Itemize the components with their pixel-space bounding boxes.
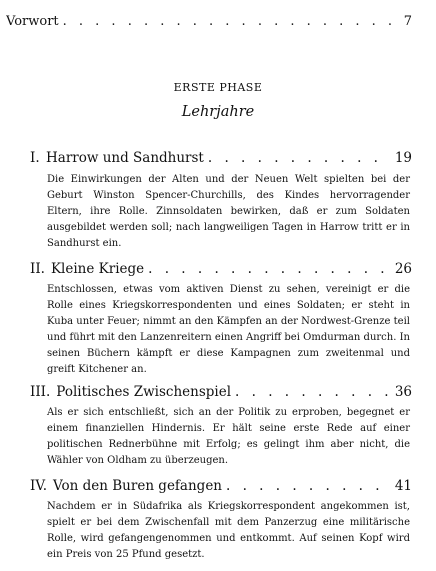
chapter-summary-2: Entschlossen, etwas vom aktiven Dienst zu sehen, vereinigt er die Rolle eines Kriegskorrespondenten und eines Soldaten; er steht in Kuba unter Feuer; nimmt an den Kämpfen an der Nordwest-Grenze teil und führt mit den Lanzenreitern einen Angriff bei Omdurman durch. In seinen Büchern kämpft er diese Kampagnen zum zweitenmal und greift Kitchener an.	[47, 284, 410, 375]
chapter-heading-1	[30, 150, 412, 166]
chapter-summary-3: Als er sich entschließt, sich an der Politik zu erproben, begegnet er einem finanziellen Hindernis. Er hält seine erste Rede auf einer politischen Rednerbühne mit Erfolg; es gelingt ihm aber nicht, die Wähler von Oldham zu überzeugen.	[47, 407, 410, 466]
leader-dots	[208, 150, 391, 166]
chapter-number: III.	[30, 384, 51, 400]
chapter-summary-4: Nachdem er in Südafrika als Kriegskorrespondent angekommen ist, spielt er bei dem Zwischenfall mit dem Panzerzug eine militärische Rolle, wird gefangengenommen und entkommt. Auf seinen Kopf wird ein Preis von 25 Pfund gesetzt.	[47, 501, 410, 560]
chapter-summary-1: Die Einwirkungen der Alten und der Neuen Welt spielten bei der Geburt Winston Spencer-Churchills, des Kindes hervorragender Eltern, ihre Rolle. Zinnsoldaten bewirken, daß er zum Soldaten ausgebildet werden soll; nach langweiligen Tagen in Harrow tritt er in Sandhurst ein.	[47, 174, 410, 249]
chapter-page: 36	[394, 384, 412, 400]
chapter-number: I.	[30, 150, 40, 166]
chapter-title: Politisches Zwischenspiel	[56, 384, 232, 400]
chapter-number: II.	[30, 261, 45, 277]
chapter-number: IV.	[30, 478, 48, 494]
chapter-heading-2	[30, 261, 412, 277]
toc-entry-vorwort	[6, 14, 412, 29]
leader-dots	[148, 261, 391, 277]
chapter-title: Kleine Kriege	[50, 261, 145, 277]
phase-subtitle: Lehrjahre	[181, 104, 255, 120]
leader-dots	[235, 384, 391, 400]
toc-entry-title: Vorwort	[6, 14, 59, 29]
chapter-title: Von den Buren gefangen	[53, 478, 222, 494]
phase-title: ERSTE PHASE	[173, 81, 263, 94]
chapter-page: 19	[394, 150, 412, 166]
toc-entry-page: 7	[403, 14, 412, 29]
leader-dots	[226, 478, 391, 494]
chapter-heading-3	[30, 384, 412, 400]
leader-dots	[63, 14, 400, 29]
chapter-page: 41	[394, 478, 412, 494]
chapter-page: 26	[394, 261, 412, 277]
chapter-title: Harrow und Sandhurst	[46, 150, 204, 166]
chapter-heading-4	[30, 478, 412, 494]
